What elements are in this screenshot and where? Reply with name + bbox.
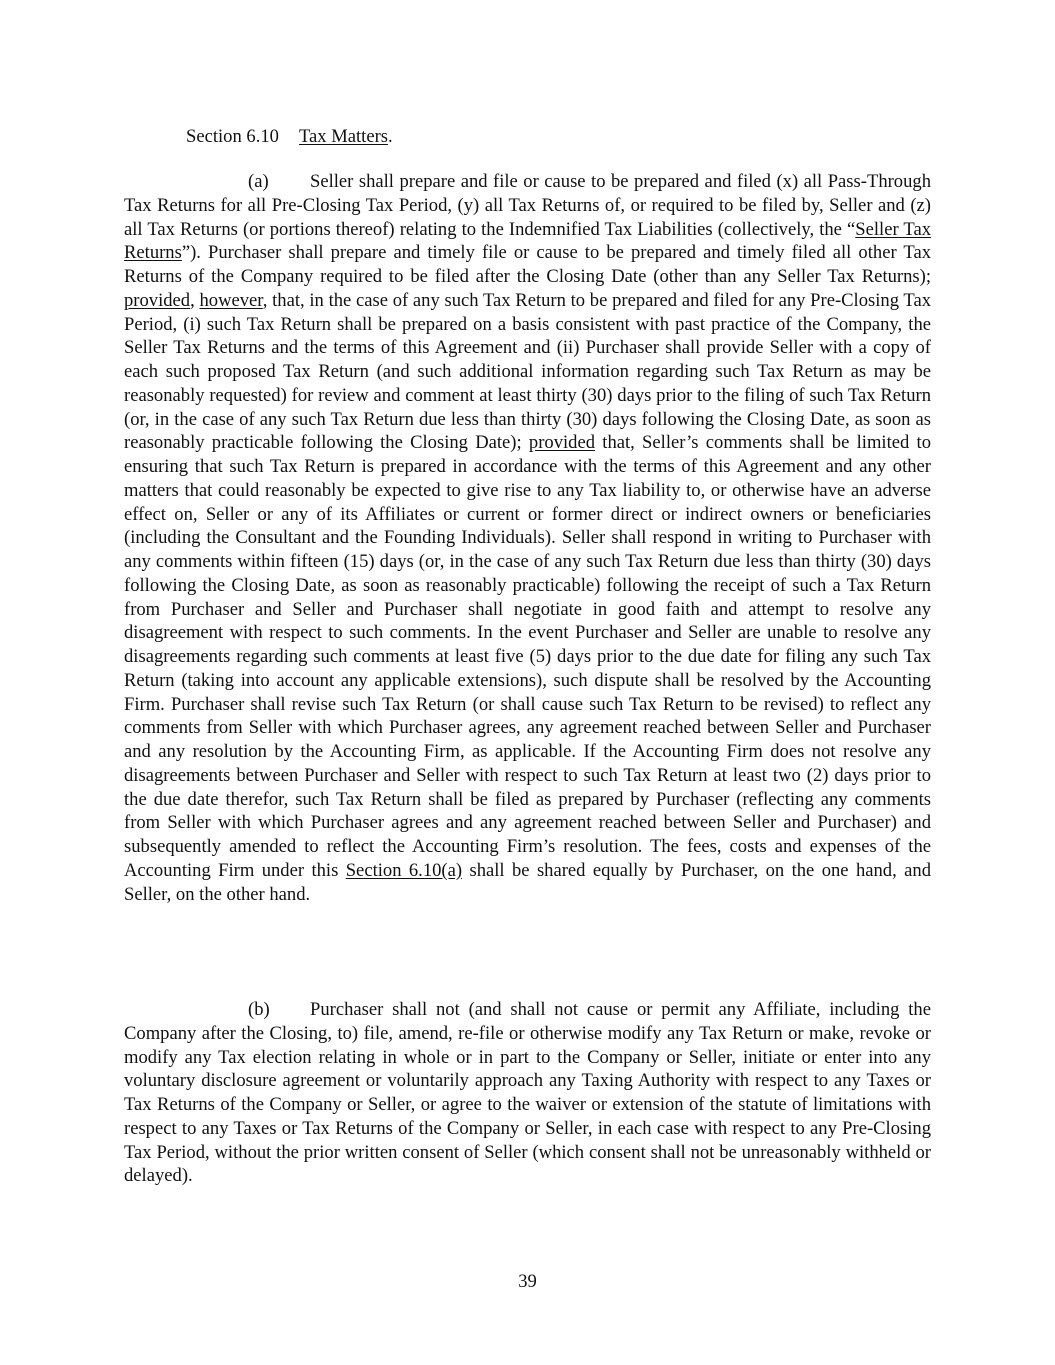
term-however: however [199, 289, 263, 311]
paragraph-a-text-5: that, Seller’s comments shall be limited to ensuring that such Tax Return is prepared in accordance with the terms of this Agreement and any other matters that could reasonably be expected to give rise to any Tax liability to, or otherwise have an adverse effect on, Seller or any of its Affiliates or current or former direct or indirect owners or beneficiaries (including the Consultant and the Founding Individuals). Seller shall respond in writing to Purchaser with any comments within fifteen (15) days (or, in the case of any such Tax Return due less than thirty (30) days following the Closing Date, as soon as reasonably practicable) following the receipt of such a Tax Return from Purchaser and Seller and Purchaser shall negotiate in good faith and attempt to resolve any disagreement with respect to such comments. In the event Purchaser and Seller are unable to resolve any disagreements regarding such comments at least five (5) days prior to the due date for filing any such Tax Return (taking into account any applicable extensions), such dispute shall be resolved by the Accounting Firm. Purchaser shall revise such Tax Return (or shall cause such Tax Return to be revised) to reflect any comments from Seller with which Purchaser agrees, any agreement reached between Seller and Purchaser and any resolution by the Accounting Firm, as applicable. If the Accounting Firm does not resolve any disagreements between Purchaser and Seller with respect to such Tax Return at least two (2) days prior to the due date therefor, such Tax Return shall be filed as prepared by Purchaser (reflecting any comments from Seller with which Purchaser agrees and any agreement reached between Seller and Purchaser) and subsequently amended to reflect the Accounting Firm’s resolution. The fees, costs and expenses of the Accounting Firm under this [124, 432, 931, 881]
section-number: Section 6.10 [186, 126, 279, 147]
paragraph-b-label: (b) [248, 999, 270, 1020]
paragraph-a-text-4: , that, in the case of any such Tax Return to be prepared and filed for any Pre-Closing Tax Period, (i) such Tax Return shall be prepared on a basis consistent with past practice of the Company, the Seller Tax Returns and the terms of this Agreement and (ii) Purchaser shall provide Seller with a copy of each such proposed Tax Return (and such additional information regarding such Tax Return as may be reasonably requested) for review and comment at least thirty (30) days prior to the filing of such Tax Return (or, in the case of any such Tax Return due less than thirty (30) days following the Closing Date, as soon as reasonably practicable following the Closing Date); [124, 289, 931, 454]
paragraph-a-text-2: ”). Purchaser shall prepare and timely file or cause to be prepared and timely filed all other Tax Returns of the Company required to be filed after the Closing Date (other than any Seller Tax Returns); [124, 242, 931, 287]
paragraph-a-text-6: shall be shared equally by Purchaser, on the one hand, and Seller, on the other hand. [124, 859, 931, 905]
paragraph-a [124, 170, 931, 906]
paragraph-b-text: Purchaser shall not (and shall not cause or permit any Affiliate, including the Company after the Closing, to) file, amend, re-file or otherwise modify any Tax Return or make, revoke or modify any Tax election relating in whole or in part to the Company or Seller, initiate or enter into any voluntary disclosure agreement or voluntarily approach any Taxing Authority with respect to any Taxes or Tax Returns of the Company or Seller, or agree to the waiver or extension of the statute of limitations with respect to any Taxes or Tax Returns of the Company or Seller, in each case with respect to any Pre-Closing Tax Period, without the prior written consent of Seller (which consent shall not be unreasonably withheld or delayed). [124, 999, 931, 1187]
defined-term-seller-tax-returns: Seller Tax Returns [124, 218, 931, 264]
section-title-suffix: . [388, 126, 393, 147]
cross-reference-section-6-10-a: Section 6.10(a) [345, 859, 463, 881]
paragraph-a-text-3: , [190, 289, 200, 311]
page-number: 39 [518, 1271, 537, 1292]
section-title: Tax Matters [298, 126, 389, 147]
paragraph-b [124, 998, 931, 1188]
term-provided: provided [124, 289, 191, 311]
paragraph-a-label: (a) [248, 171, 269, 192]
term-provided-2: provided [528, 432, 596, 454]
section-heading [186, 125, 393, 149]
paragraph-a-text-1: Seller shall prepare and file or cause to be prepared and filed (x) all Pass-Through Tax Returns for all Pre-Closing Tax Period, (y) all Tax Returns of, or required to be filed by, Seller and (z) all Tax Returns (or portions thereof) relating to the Indemnified Tax Liabilities (collectively, the “ [124, 171, 931, 240]
